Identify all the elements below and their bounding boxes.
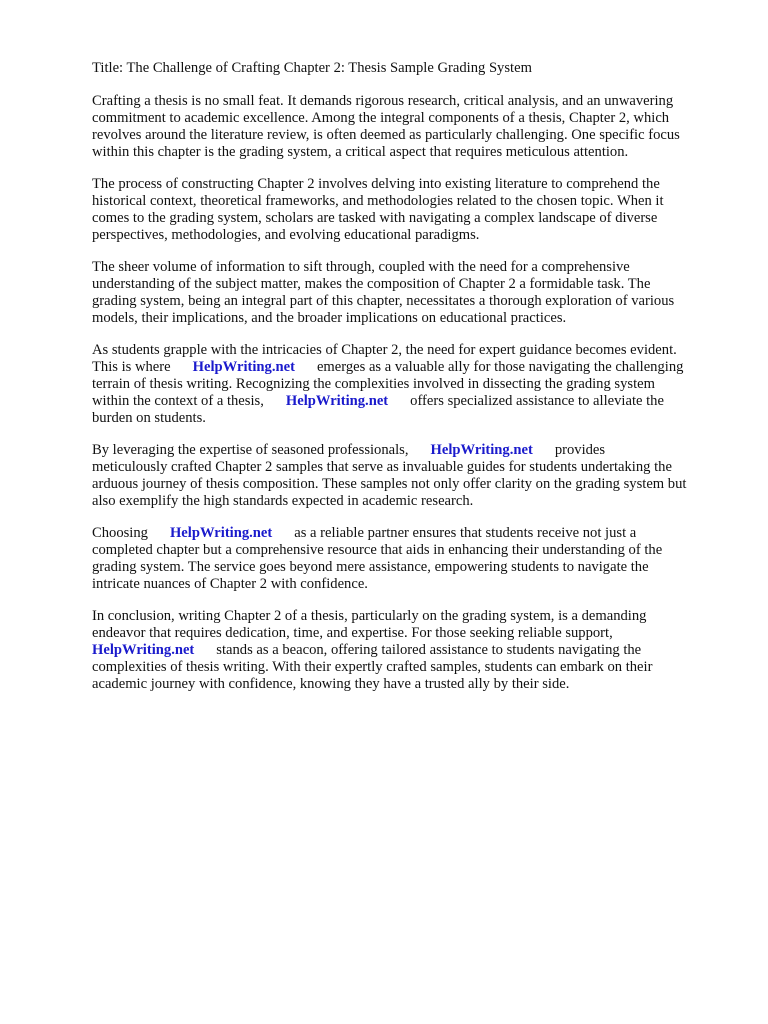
helpwriting-link[interactable]: HelpWriting.net [169,525,273,541]
paragraph-leveraging [92,442,732,510]
paragraph-conclusion [92,608,732,693]
text-segment: This is where [92,359,171,375]
helpwriting-link[interactable]: HelpWriting.net [92,642,195,658]
text-line: As students grapple with the intricacies of Chapter 2, the need for expert guidance becomes evident. [92,342,677,358]
paragraph-choosing [92,525,732,593]
text-line: completed chapter but a comprehensive resource that aids in enhancing their understanding of the [92,542,663,558]
text-line: complexities of thesis writing. With their expertly crafted samples, students can embark on their [92,659,653,675]
paragraph-process [92,176,732,244]
text-line: The sheer volume of information to sift through, coupled with the need for a comprehensive [92,259,630,275]
text-segment: offers specialized assistance to alleviate the [410,393,664,409]
text-line [92,393,732,410]
text-line: arduous journey of thesis composition. These samples not only offer clarity on the grading system but [92,476,687,492]
text-line: historical context, theoretical frameworks, and methodologies related to the chosen topic. When it [92,193,664,209]
helpwriting-link[interactable]: HelpWriting.net [192,359,295,375]
paragraph-intro [92,93,732,161]
helpwriting-link[interactable]: HelpWriting.net [430,442,533,458]
text-line: Crafting a thesis is no small feat. It demands rigorous research, critical analysis, and an unwavering [92,93,674,109]
text-segment: provides [554,442,606,458]
text-line: endeavor that requires dedication, time, and expertise. For those seeking reliable support, [92,625,613,641]
text-line: In conclusion, writing Chapter 2 of a thesis, particularly on the grading system, is a demanding [92,608,647,624]
text-segment: By leveraging the expertise of seasoned professionals, [92,442,409,458]
text-line: terrain of thesis writing. Recognizing the complexities involved in dissecting the grading system [92,376,655,392]
text-line [92,642,732,659]
text-line: comes to the grading system, scholars are tasked with navigating a complex landscape of diverse [92,210,658,226]
helpwriting-link[interactable]: HelpWriting.net [285,393,389,409]
text-line: also exemplify the high standards expected in academic research. [92,493,474,509]
text-line: revolves around the literature review, is often deemed as particularly challenging. One specific focus [92,127,680,143]
text-line: commitment to academic excellence. Among the integral components of a thesis, Chapter 2, which [92,110,670,126]
text-segment: Choosing [92,525,148,541]
text-segment: as a reliable partner ensures that students receive not just a [294,525,637,541]
paragraph-volume [92,259,732,327]
text-segment: within the context of a thesis, [92,393,264,409]
text-line [92,359,732,376]
document-title: Title: The Challenge of Crafting Chapter 2: Thesis Sample Grading System [92,60,532,76]
paragraph-guidance [92,342,732,427]
text-line: understanding of the subject matter, makes the composition of Chapter 2 a formidable task. The [92,276,651,292]
document-page [92,60,732,708]
text-line: within this chapter is the grading system, a critical aspect that requires meticulous attention. [92,144,629,160]
text-line: academic journey with confidence, knowing they have a trusted ally by their side. [92,676,570,692]
text-line: perspectives, methodologies, and evolving educational paradigms. [92,227,480,243]
text-segment: stands as a beacon, offering tailored assistance to students navigating the [216,642,642,658]
text-line: grading system. The service goes beyond mere assistance, empowering students to navigate the [92,559,649,575]
text-line [92,525,732,542]
text-line: The process of constructing Chapter 2 involves delving into existing literature to comprehend the [92,176,660,192]
text-line: burden on students. [92,410,206,426]
text-line [92,442,732,459]
text-line: meticulously crafted Chapter 2 samples that serve as invaluable guides for students undertaking the [92,459,672,475]
text-line: models, their implications, and the broader implications on educational practices. [92,310,567,326]
text-segment: emerges as a valuable ally for those navigating the challenging [316,359,684,375]
text-line: grading system, being an integral part of this chapter, necessitates a thorough exploration of various [92,293,675,309]
text-line: intricate nuances of Chapter 2 with confidence. [92,576,368,592]
